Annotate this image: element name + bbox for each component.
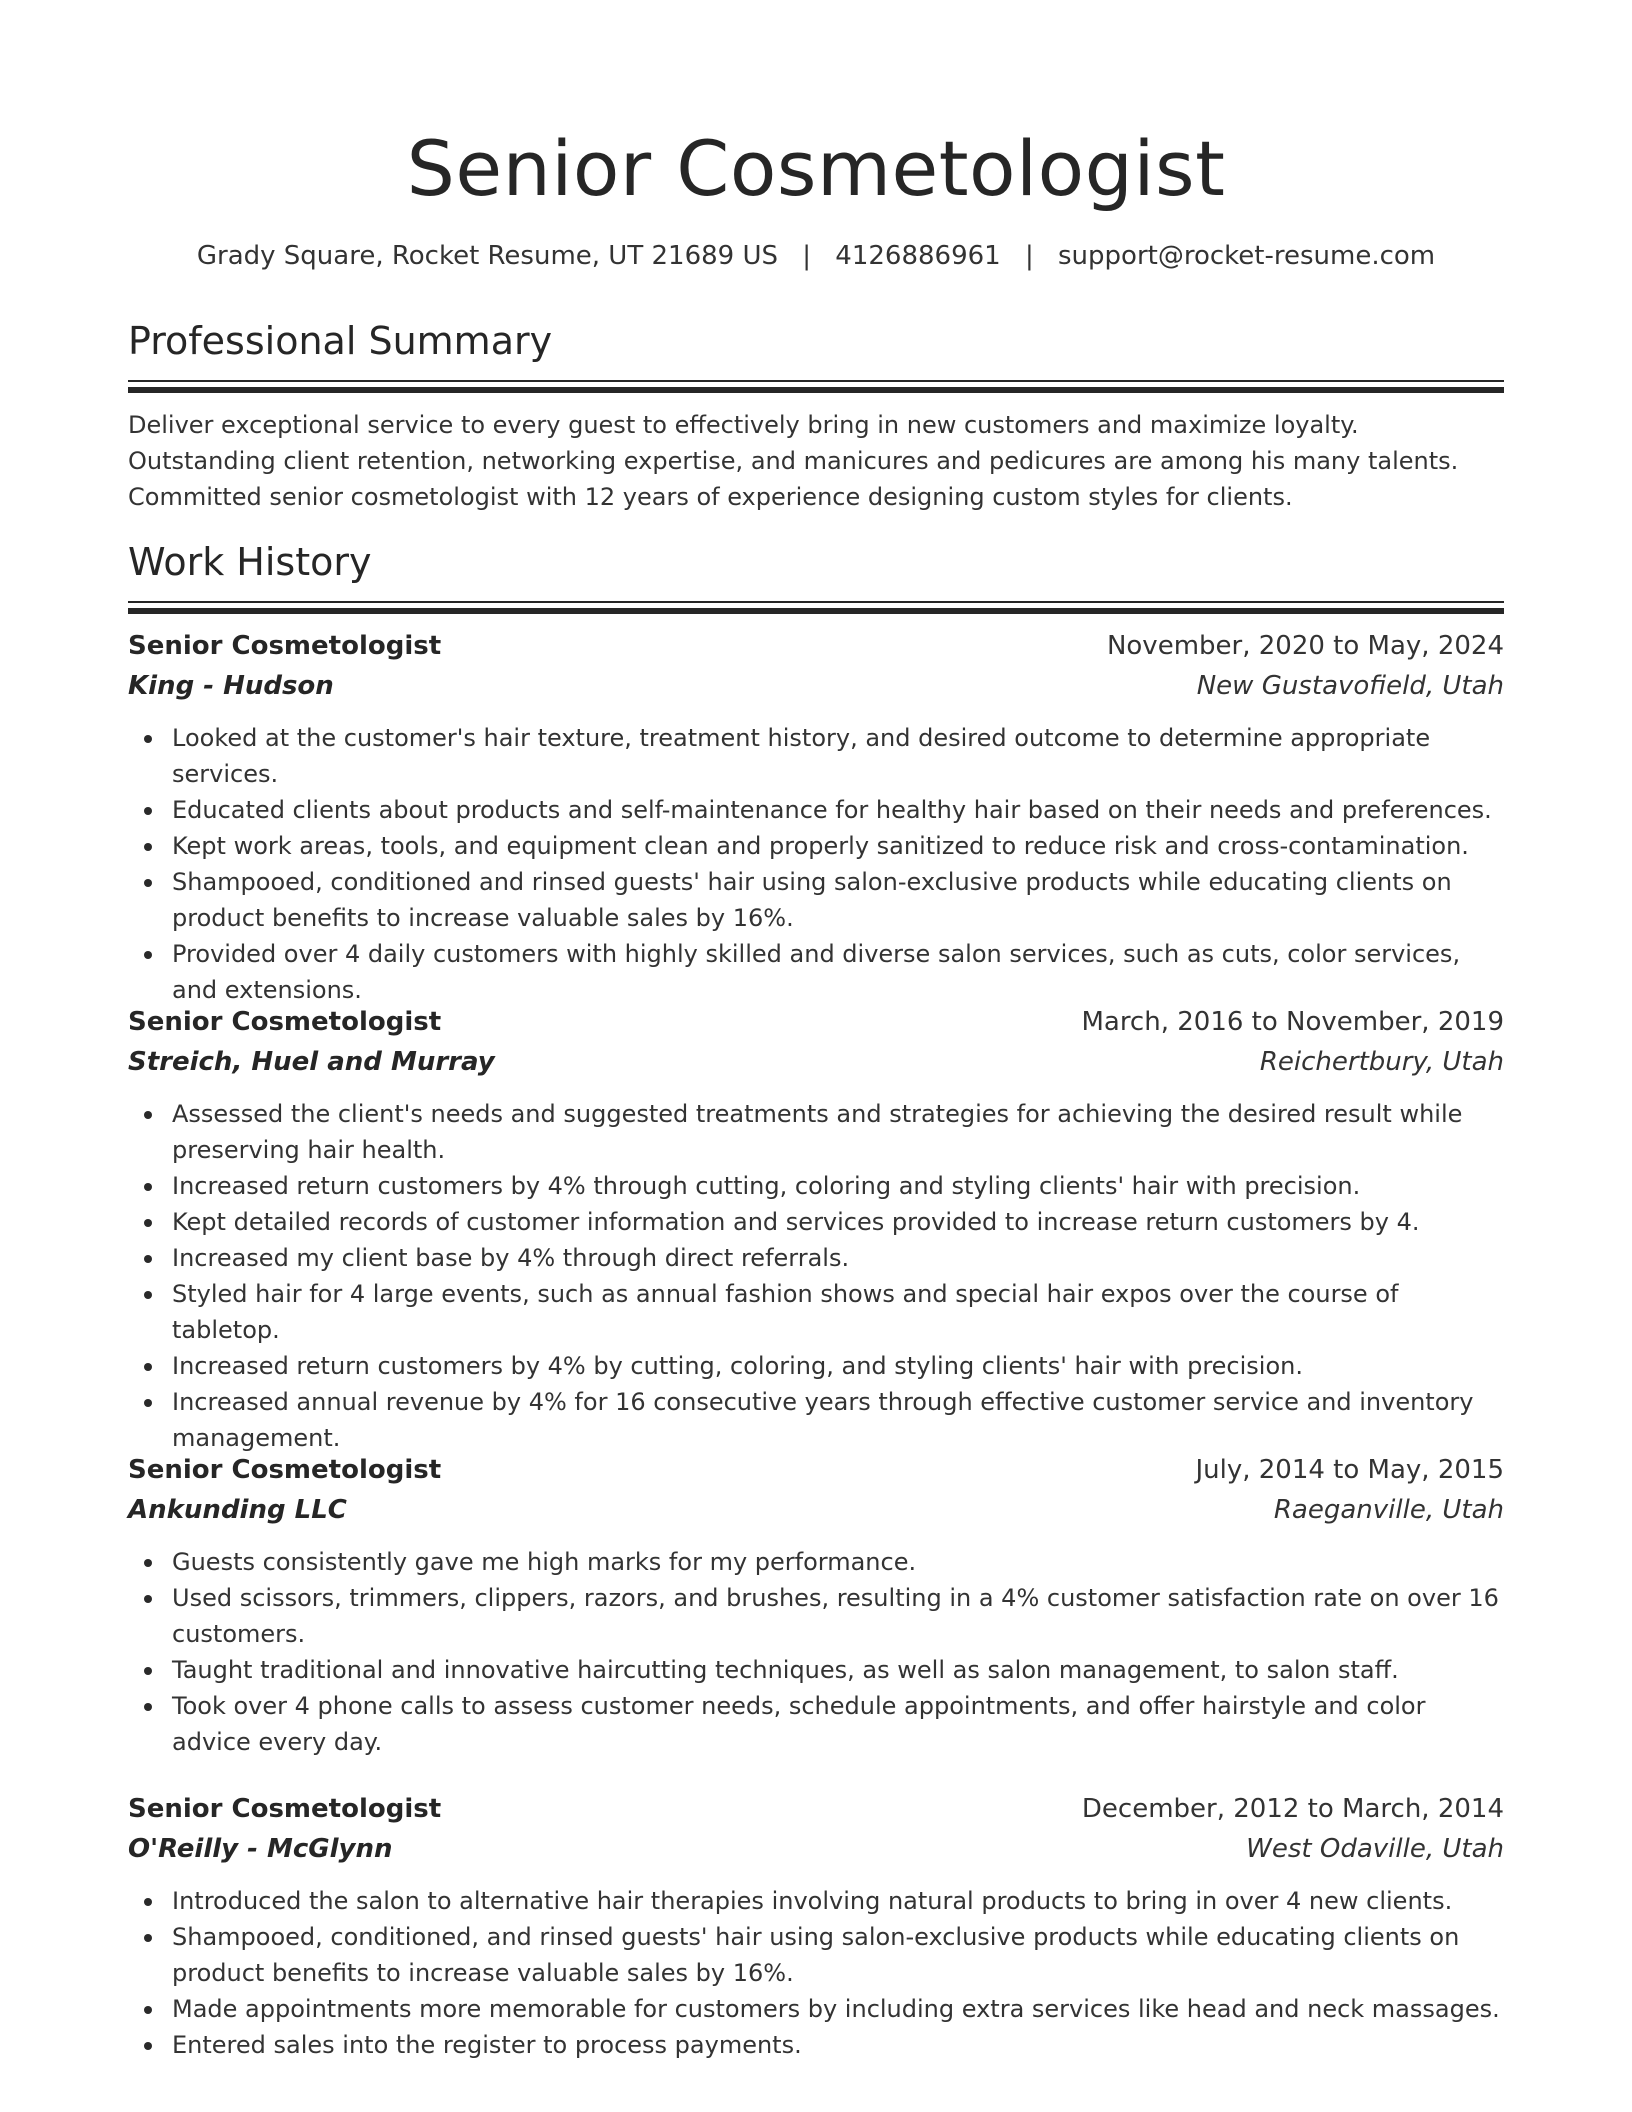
job-company: O'Reilly - McGlynn	[128, 1834, 393, 1864]
job-header-row	[128, 1002, 1504, 1042]
job-bullet: Introduced the salon to alternative hair therapies involving natural products to bring in over 4 new clients.	[128, 1883, 1504, 1919]
job-subheader-row	[128, 1829, 1504, 1869]
job-bullet: Taught traditional and innovative haircutting techniques, as well as salon management, to salon staff.	[128, 1652, 1504, 1688]
job-header-row	[128, 1789, 1504, 1829]
job-location: Reichertbury, Utah	[1259, 1047, 1504, 1077]
job-bullet-list	[128, 1544, 1504, 1760]
job-location: New Gustavofield, Utah	[1196, 671, 1504, 701]
job-subheader-row	[128, 1490, 1504, 1530]
job-title: Senior Cosmetologist	[128, 631, 442, 661]
job-bullet: Increased annual revenue by 4% for 16 consecutive years through effective customer service and inventory management.	[128, 1384, 1504, 1456]
job-bullet: Took over 4 phone calls to assess customer needs, schedule appointments, and offer hairstyle and color advice every day.	[128, 1688, 1504, 1760]
summary-heading: Professional Summary	[128, 319, 553, 363]
job-bullet: Provided over 4 daily customers with highly skilled and diverse salon services, such as cuts, color services, and extensions.	[128, 936, 1504, 1008]
job-bullet: Increased return customers by 4% through cutting, coloring and styling clients' hair with precision.	[128, 1168, 1504, 1204]
contact-email: support@rocket-resume.com	[1058, 241, 1436, 271]
section-divider	[128, 601, 1504, 612]
job-location: Raeganville, Utah	[1273, 1495, 1504, 1525]
job-header-row	[128, 626, 1504, 666]
job-company: Streich, Huel and Murray	[128, 1047, 495, 1077]
contact-address: Grady Square, Rocket Resume, UT 21689 US	[196, 241, 778, 271]
job-dates: March, 2016 to November, 2019	[1081, 1007, 1504, 1037]
section-divider	[128, 380, 1504, 391]
job-bullet: Increased return customers by 4% by cutting, coloring, and styling clients' hair with precision.	[128, 1348, 1504, 1384]
job-bullet: Entered sales into the register to process payments.	[128, 2027, 1504, 2063]
job-bullet: Used scissors, trimmers, clippers, razors, and brushes, resulting in a 4% customer satisfaction rate on over 16 customers.	[128, 1580, 1504, 1652]
job-bullet: Kept work areas, tools, and equipment clean and properly sanitized to reduce risk and cross-contamination.	[128, 828, 1504, 864]
summary-section	[128, 316, 1504, 515]
job-entry	[128, 1450, 1504, 1760]
summary-text: Deliver exceptional service to every guest to effectively bring in new customers and maximize loyalty. Outstanding client retention, networking expertise, and manicures and pedicures are among his many talents. Committed senior cosmetologist with 12 years of experience designing custom styles for clients.	[128, 411, 1459, 511]
job-bullet-list	[128, 720, 1504, 1008]
contact-separator: |	[1024, 241, 1034, 271]
job-bullet: Increased my client base by 4% through direct referrals.	[128, 1240, 1504, 1276]
job-bullet-list	[128, 1096, 1504, 1456]
job-dates: July, 2014 to May, 2015	[1195, 1455, 1504, 1485]
job-bullet: Made appointments more memorable for customers by including extra services like head and neck massages.	[128, 1991, 1504, 2027]
job-entry	[128, 1002, 1504, 1456]
job-bullet-list	[128, 1883, 1504, 2063]
job-bullet: Shampooed, conditioned and rinsed guests' hair using salon-exclusive products while educating clients on product benefits to increase valuable sales by 16%.	[128, 864, 1504, 936]
contact-phone: 4126886961	[835, 241, 1001, 271]
job-bullet: Guests consistently gave me high marks for my performance.	[128, 1544, 1504, 1580]
job-dates: December, 2012 to March, 2014	[1081, 1794, 1504, 1824]
job-entry	[128, 626, 1504, 1008]
job-bullet: Assessed the client's needs and suggested treatments and strategies for achieving the desired result while preserving hair health.	[128, 1096, 1504, 1168]
job-bullet: Shampooed, conditioned, and rinsed guests' hair using salon-exclusive products while educating clients on product benefits to increase valuable sales by 16%.	[128, 1919, 1504, 1991]
job-location: West Odaville, Utah	[1246, 1834, 1504, 1864]
work-history-section	[128, 537, 1504, 612]
work-history-heading: Work History	[128, 540, 372, 584]
job-bullet: Kept detailed records of customer information and services provided to increase return customers by 4.	[128, 1204, 1504, 1240]
job-title: Senior Cosmetologist	[128, 1455, 442, 1485]
job-bullet: Styled hair for 4 large events, such as annual fashion shows and special hair expos over the course of tabletop.	[128, 1276, 1504, 1348]
job-bullet: Looked at the customer's hair texture, treatment history, and desired outcome to determine appropriate services.	[128, 720, 1504, 792]
job-entry	[128, 1789, 1504, 2063]
job-bullet: Educated clients about products and self-maintenance for healthy hair based on their needs and preferences.	[128, 792, 1504, 828]
job-header-row	[128, 1450, 1504, 1490]
contact-separator: |	[802, 241, 812, 271]
job-company: King - Hudson	[128, 671, 334, 701]
job-subheader-row	[128, 1042, 1504, 1082]
job-dates: November, 2020 to May, 2024	[1106, 631, 1504, 661]
job-company: Ankunding LLC	[128, 1495, 347, 1525]
job-title: Senior Cosmetologist	[128, 1794, 442, 1824]
job-subheader-row	[128, 666, 1504, 706]
job-title: Senior Cosmetologist	[128, 1007, 442, 1037]
contact-info	[128, 238, 1504, 274]
resume-title: Senior Cosmetologist	[406, 124, 1226, 213]
